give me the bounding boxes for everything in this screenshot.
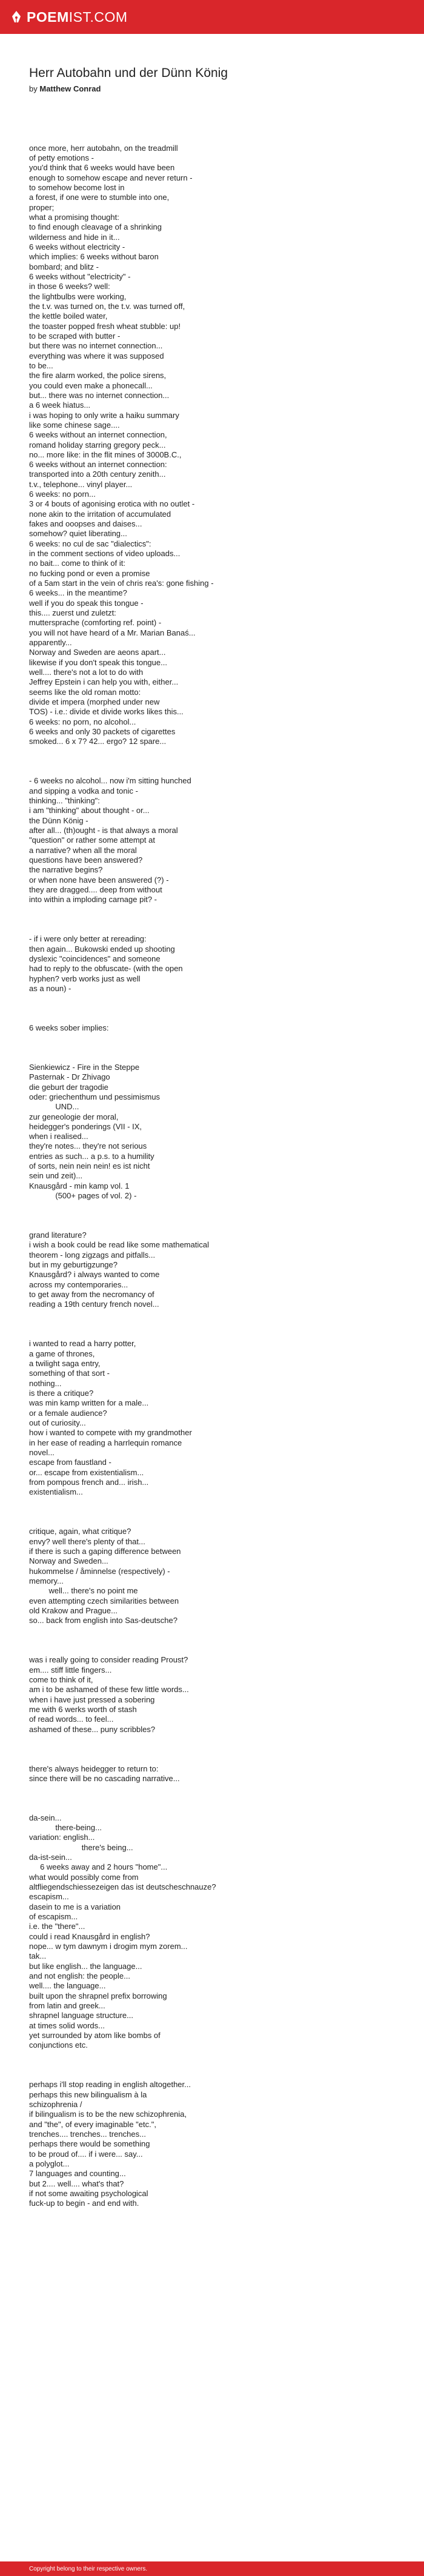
site-name: POEMIST.COM: [27, 8, 128, 25]
stanza: grand literature? i wish a book could be read like some mathematical theorem - long zigzags and pitfalls... but in my geburtigzunge? Knausgård? i always wanted to come across my contemporaries... to get away from the necromancy of reading a 19th century french novel...: [29, 1230, 209, 1309]
stanza: critique, again, what critique? envy? well there's plenty of that... if there is such a gaping difference between Norway and Sweden... hukommelse / åminnelse (respectively) - memory... well... there's no point me even attempting czech similarities between old Krakow and Prague... so... back from english into Sas-deutsche?: [29, 1527, 181, 1625]
stanza: i wanted to read a harry potter, a game of thrones, a twilight saga entry, something of that sort - nothing... is there a critique? was min kamp written for a male... or a female audience? out of curiosity... how i wanted to compete with my grandmother in her ease of reading a harrlequin romance novel... escape from faustland - or... escape from existentialism... from pompous french and... irish... existentialism...: [29, 1339, 192, 1497]
author-link[interactable]: Matthew Conrad: [39, 84, 101, 93]
site-logo[interactable]: [11, 9, 128, 25]
stanza: there's always heidegger to return to: since there will be no cascading narrative...: [29, 1764, 180, 1783]
pen-nib-icon: [11, 10, 22, 24]
site-footer: [0, 2561, 424, 2576]
stanza: - if i were only better at rereading: then again... Bukowski ended up shooting dyslexic "coincidences" and someone had to reply to the obfuscate- (with the open hyphen? verb works just as well as a noun) -: [29, 934, 183, 993]
stanza: - 6 weeks no alcohol... now i'm sitting hunched and sipping a vodka and tonic - thinking... "thinking": i am "thinking" about thought - or... the Dünn König - after all... (th)ought - is that always a moral "question" or rather some attempt at a narrative? when all the moral questions have been answered? the narrative begins? or when none have been answered (?) - they are dragged.... deep from without into within a imploding carnage pit? -: [29, 776, 191, 905]
stanza: once more, herr autobahn, on the treadmill of petty emotions - you'd think that 6 weeks would have been enough to somehow escape and never return - to somehow become lost in a forest, if one were to stumble into one, proper; what a promising thought: to find enough cleavage of a shrinking wilderness and hide in it... 6 weeks without electricity - which implies: 6 weeks without baron bombard; and blitz - 6 weeks without "electricity" - in those 6 weeks? well: the lightbulbs were working, the t.v. was turned on, the t.v. was turned off, the kettle boiled water, the toaster popped fresh wheat stubble: up! to be scraped with butter - but there was no internet connection... everything was where it was supposed to be... the fire alarm worked, the police sirens, you could even make a phonecall... but... there was no internet connection... a 6 week hiatus... i was hoping to only write a haiku summary like some chinese sage.... 6 weeks without an internet connection, romand holiday starring gregory peck... no... more like: in the flit mines of 3000B.C., 6 weeks without an internet connection: transported into a 20th century zenith... t.v., telephone... vinyl player... 6 weeks: no porn... 3 or 4 bouts of agonising erotica with no outlet - none akin to the irritation of accumulated fakes and ooopses and daises... somehow? quiet liberating... 6 weeks: no cul de sac "dialectics": in the comment sections of video uploads... no bait... come to think of it: no fucking pond or even a promise of a 5am start in the vein of chris rea's: gone fishing - 6 weeks... in the meantime? well if you do speak this tongue - this.... zuerst und zuletzt: muttersprache (comforting ref. point) - you will not have heard of a Mr. Marian Banaś... apparently... Norway and Sweden are aeons apart... likewise if you don't speak this tongue... well.... there's not a lot to do with Jeffrey Epstein i can help you with, either... seems like the old roman motto: divide et impera (morphed under new TOS) - i.e.: divide et divide works likes this... 6 weeks: no porn, no alcohol... 6 weeks and only 30 packets of cigarettes smoked... 6 x 7? 42... ergo? 12 spare...: [29, 143, 214, 746]
stanza: da-sein... there-being... variation: english... there's being... da-ist-sein... 6 weeks away and 2 hours "home"... what would possibly come from altfliegendschiessezeigen das ist deutscheschnauze? escapism... dasein to me is a variation of escapism... i.e. the "there"... could i read Knausgård in english? nope... w tym dawnym i drogim mym zorem... tak... but like english... the language... and not english: the people... well.... the language... built upon the shrapnel prefix borrowing from latin and greek... shrapnel language structure... at times solid words... yet surrounded by atom like bombs of conjunctions etc.: [29, 1813, 216, 2050]
stanza: perhaps i'll stop reading in english altogether... perhaps this new bilingualism à la schizophrenia / if bilingualism is to be the new schizophrenia, and "the", of every imaginable "etc.", trenches.... trenches... trenches... perhaps there would be something to be proud of.... if i were... say... a polyglot... 7 languages and counting... but 2.... well.... what's that? if not some awaiting psychological fuck-up to begin - and end with.: [29, 2080, 191, 2208]
poem-body: [29, 124, 399, 2238]
stanza: Sienkiewicz - Fire in the Steppe Pasternak - Dr Zhivago die geburt der tragodie oder: griechenthum und pessimismus UND... zur geneologie der moral, heidegger's ponderings (VII - IX, when i realised... they're notes... they're not serious entries as such... a p.s. to a humility of sorts, nein nein nein! es ist nicht sein und zeit)... Knausgård - min kamp vol. 1 (500+ pages of vol. 2) -: [29, 1062, 161, 1201]
byline: [29, 84, 399, 95]
by-label: by: [29, 84, 38, 93]
stanza: 6 weeks sober implies:: [29, 1023, 109, 1032]
copyright-text: Copyright belong to their respective owners.: [29, 2565, 148, 2572]
stanza: was i really going to consider reading Proust? em.... stiff little fingers... come to think of it, am i to be ashamed of these few little words... when i have just pressed a sobering me with 6 werks worth of stash of read words... to feel... ashamed of these... puny scribbles?: [29, 1655, 189, 1734]
poem-title: Herr Autobahn und der Dünn König: [29, 66, 228, 80]
site-header: [0, 0, 424, 34]
poem-content: [29, 65, 399, 2238]
